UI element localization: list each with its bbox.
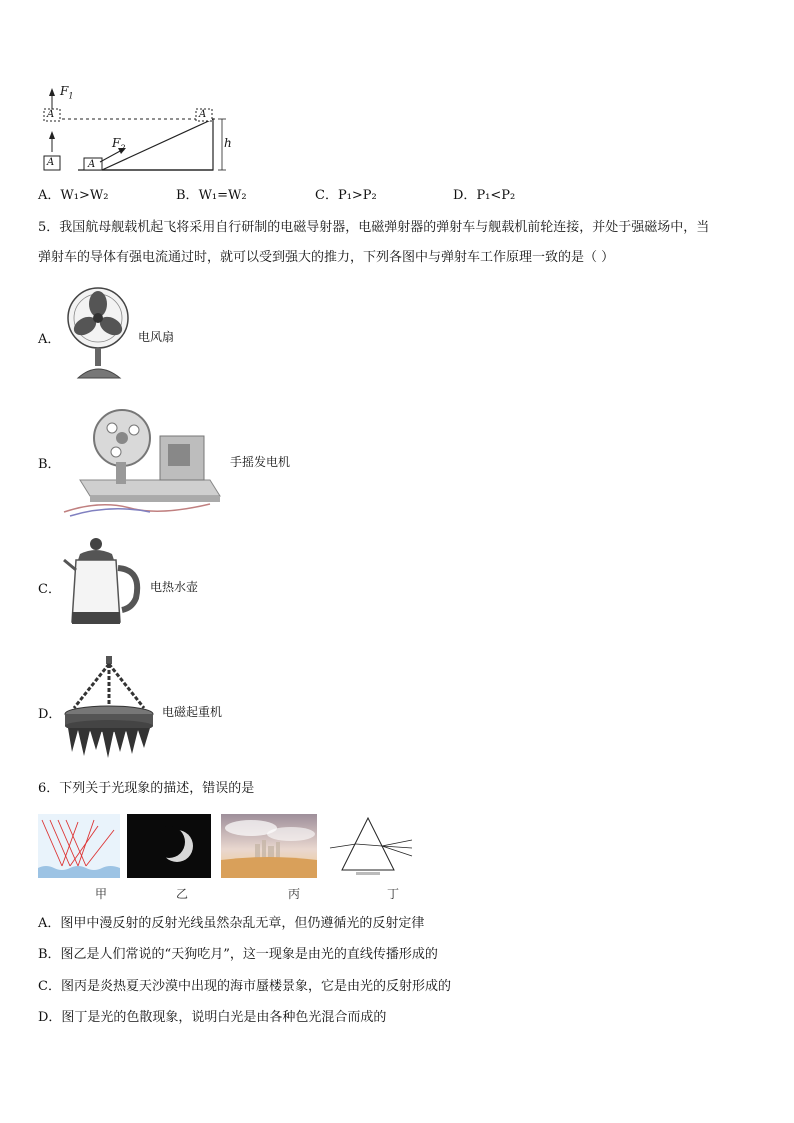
q4-option-d[interactable] xyxy=(453,188,515,204)
caption-ding: 丁 xyxy=(387,887,400,901)
q4-option-b[interactable] xyxy=(176,188,247,204)
q4-option-a[interactable] xyxy=(38,188,108,204)
diffuse-reflection-figure xyxy=(38,814,120,878)
q5-option-c-name: 电热水壶 xyxy=(150,580,199,594)
mirage-figure xyxy=(221,814,317,878)
q5-option-d-name: 电磁起重机 xyxy=(162,705,223,719)
option-expr: W₁=W₂ xyxy=(198,188,247,203)
q6-option-d[interactable]: D．图丁是光的色散现象，说明白光是由各种色光混合而成的 xyxy=(38,1010,387,1025)
f1-sub: 1 xyxy=(68,91,74,101)
force-label-f1 xyxy=(60,84,73,100)
f2-sub: 2 xyxy=(120,143,126,153)
option-label: A． xyxy=(38,188,61,203)
electric-fan-icon xyxy=(66,282,130,382)
option-expr: P₁<P₂ xyxy=(476,188,516,203)
electric-kettle-icon xyxy=(62,536,148,632)
f2-letter: F xyxy=(112,136,121,150)
caption-yi: 乙 xyxy=(176,887,189,901)
q6-option-c[interactable]: C．图丙是炎热夏天沙漠中出现的海市蜃楼景象，它是由光的反射形成的 xyxy=(38,979,451,994)
force-label-f2 xyxy=(112,136,125,152)
height-label: h xyxy=(224,136,232,150)
option-label: C． xyxy=(315,188,338,203)
q6-option-b[interactable]: B．图乙是人们常说的“天狗吃月”，这一现象是由光的直线传播形成的 xyxy=(38,947,438,962)
q5-option-a-label[interactable]: A． xyxy=(38,332,61,347)
hand-generator-icon xyxy=(60,400,226,520)
q5-option-b-name: 手摇发电机 xyxy=(230,455,291,469)
option-label: B． xyxy=(176,188,199,203)
caption-bing: 丙 xyxy=(288,887,301,901)
f1-letter: F xyxy=(60,84,69,98)
box-label-bottom-left: A xyxy=(47,157,55,168)
caption-jia: 甲 xyxy=(95,887,108,901)
option-label: D． xyxy=(453,188,477,203)
option-expr: W₁>W₂ xyxy=(60,188,109,203)
option-expr: P₁>P₂ xyxy=(337,188,377,203)
q5-stem-line1: 5．我国航母舰载机起飞将采用自行研制的电磁导射器，电磁弹射器的弹射车与舰载机前轮连接，并处于强磁场中，当 xyxy=(38,220,710,235)
q5-stem-line2: 弹射车的导体有强电流通过时，就可以受到强大的推力，下列各图中与弹射车工作原理一致的是（ ） xyxy=(38,250,615,265)
electromagnetic-crane-icon xyxy=(60,656,160,762)
box-label-ramp: A xyxy=(88,159,96,170)
box-label-top-right: A xyxy=(199,109,207,120)
q5-option-c-label[interactable]: C． xyxy=(38,582,61,597)
prism-dispersion-figure xyxy=(328,814,414,878)
q5-option-d-label[interactable]: D． xyxy=(38,707,62,722)
q5-option-b-label[interactable]: B． xyxy=(38,457,61,472)
q6-stem: 6．下列关于光现象的描述，错误的是 xyxy=(38,781,255,796)
q5-option-a-name: 电风扇 xyxy=(138,330,175,344)
q6-option-a[interactable]: A．图甲中漫反射的反射光线虽然杂乱无章，但仍遵循光的反射定律 xyxy=(38,916,425,931)
box-label-top-left: A xyxy=(47,109,55,120)
lunar-eclipse-figure xyxy=(127,814,211,878)
q4-option-c[interactable] xyxy=(315,188,377,204)
